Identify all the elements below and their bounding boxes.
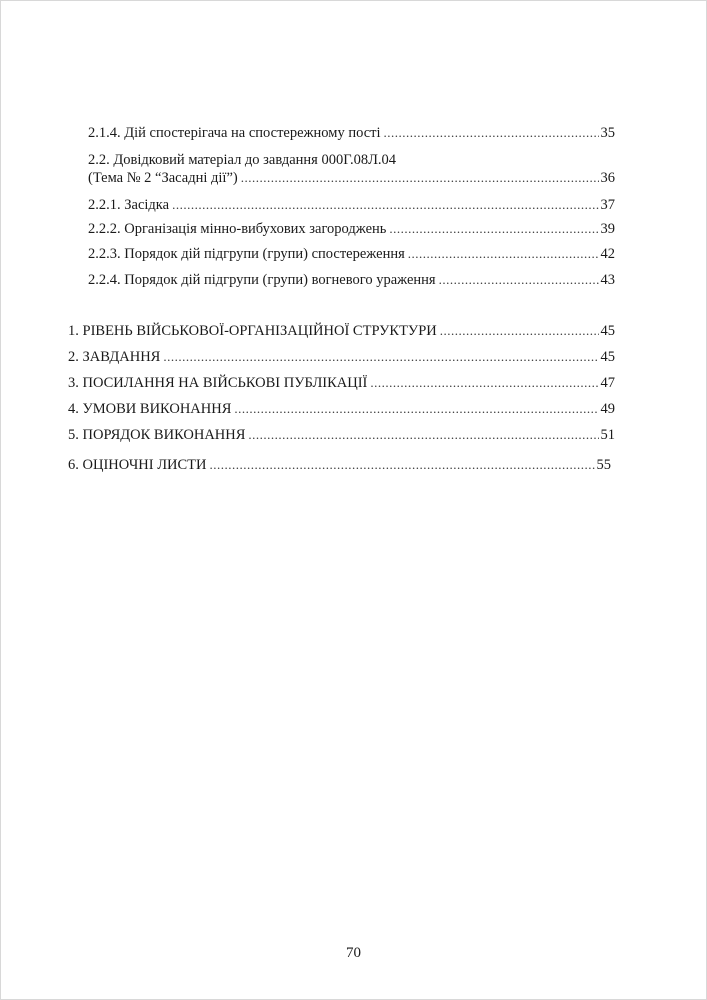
toc-section-label: 3. ПОСИЛАННЯ НА ВІЙСЬКОВІ ПУБЛІКАЦІЇ [68, 375, 368, 391]
toc-leader-dots [440, 322, 599, 339]
toc-entry-2-2-3 [88, 245, 615, 263]
toc-leader-dots [439, 271, 599, 288]
toc-entry-label: 2.2.4. Порядок дій підгрупи (групи) вогневого ураження [88, 272, 436, 288]
toc-entry-page: 37 [600, 197, 615, 213]
toc-section-page: 49 [600, 401, 615, 417]
toc-section-page: 47 [600, 375, 615, 391]
toc-section-label: 6. ОЦІНОЧНІ ЛИСТИ [68, 457, 207, 473]
toc-leader-dots [172, 196, 598, 213]
toc-leader-dots [384, 124, 599, 141]
toc-leader-dots [234, 400, 598, 417]
toc-entry-page: 42 [600, 246, 615, 262]
toc-section-label: 5. ПОРЯДОК ВИКОНАННЯ [68, 427, 246, 443]
toc-entry-label: 2.2.3. Порядок дій підгрупи (групи) спостереження [88, 246, 405, 262]
toc-section-label: 4. УМОВИ ВИКОНАННЯ [68, 401, 232, 417]
toc-entry-label: 2.2. Довідковий матеріал до завдання 000Г.08Л.04 [88, 152, 397, 168]
toc-leader-dots [248, 426, 598, 443]
toc-entry-2-1-4 [88, 124, 615, 142]
toc-entry-page: 39 [600, 221, 615, 237]
toc-entry-label: 2.2.1. Засідка [88, 197, 170, 213]
toc-section-page: 51 [600, 427, 615, 443]
toc-section-1 [68, 322, 615, 340]
toc-entry-2-2-2 [88, 220, 615, 238]
toc-section-page: 45 [600, 349, 615, 365]
toc-leader-dots [408, 245, 599, 262]
toc-entry-label-continued: (Тема № 2 “Засадні дії”) [88, 170, 238, 186]
toc-leader-dots [163, 348, 598, 365]
toc-section-label: 1. РІВЕНЬ ВІЙСЬКОВОЇ-ОРГАНІЗАЦІЙНОЇ СТРУКТУРИ [68, 323, 437, 339]
toc-section-page: 45 [600, 323, 615, 339]
toc-entry-2-2-1 [88, 196, 615, 214]
toc-section-6 [68, 456, 611, 474]
toc-entry-page: 43 [600, 272, 615, 288]
toc-section-label: 2. ЗАВДАННЯ [68, 349, 161, 365]
toc-entry-label: 2.1.4. Дій спостерігача на спостережному пості [88, 125, 381, 141]
toc-leader-dots [370, 374, 598, 391]
toc-leader-dots [389, 220, 598, 237]
toc-entry-2-2-4 [88, 271, 615, 289]
toc-section-5 [68, 426, 615, 444]
toc-entry-2-2 [88, 152, 615, 187]
toc-section-page: 55 [596, 457, 611, 473]
toc-entry-label: 2.2.2. Організація мінно-вибухових загороджень [88, 221, 387, 237]
toc-section-3 [68, 374, 615, 392]
toc-section-4 [68, 400, 615, 418]
toc-leader-dots [241, 169, 599, 186]
toc-section-2 [68, 348, 615, 366]
toc-entry-page: 35 [600, 125, 615, 141]
page-number: 70 [346, 945, 361, 961]
toc-entry-page: 36 [600, 170, 615, 186]
toc-leader-dots [210, 456, 595, 473]
